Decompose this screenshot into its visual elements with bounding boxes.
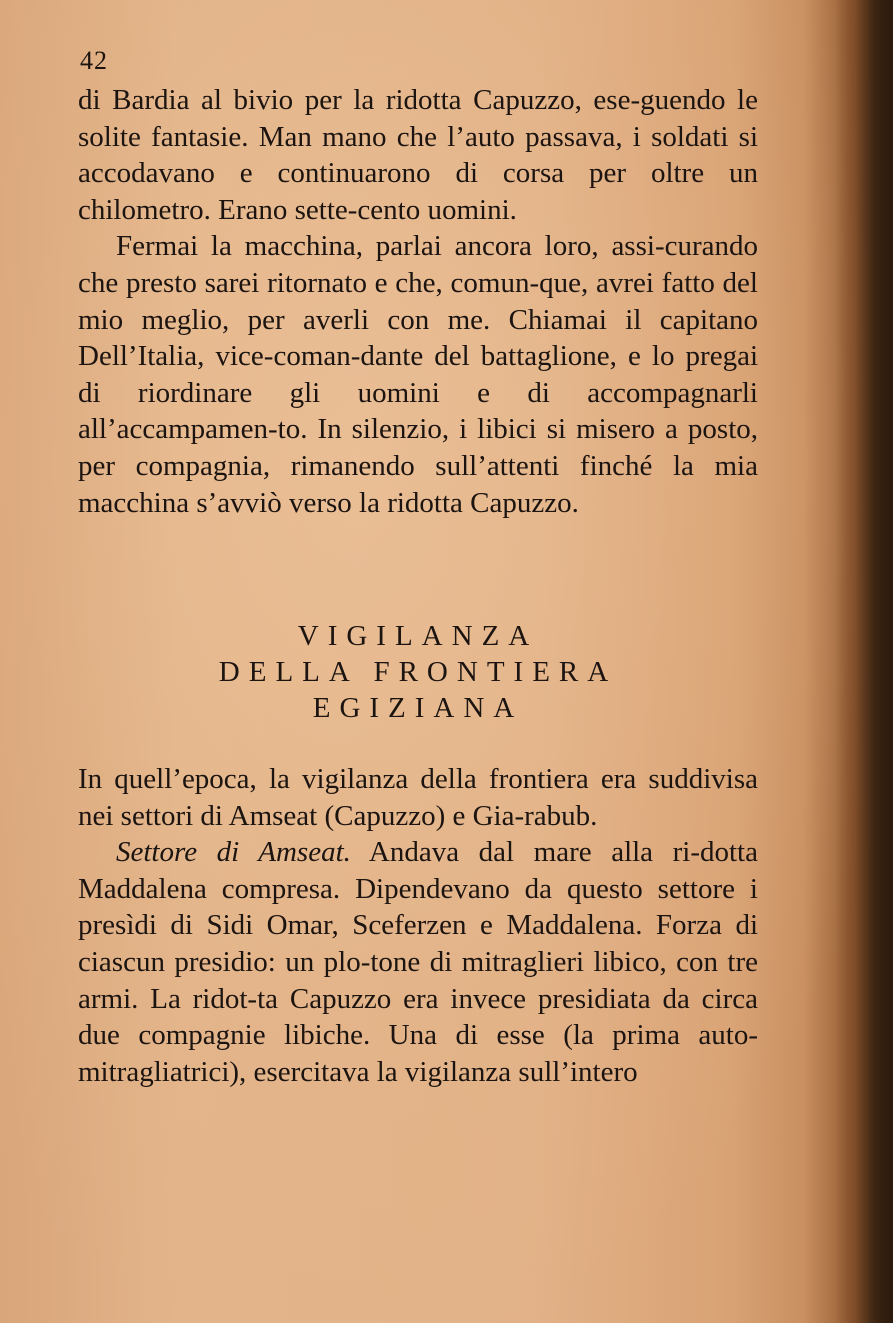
text-section-2 xyxy=(78,761,758,1090)
book-gutter-shadow xyxy=(835,0,893,1323)
paragraph-4-body: Andava dal mare alla ri-dotta Maddalena compresa. Dipendevano da questo settore i presìdi di Sidi Omar, Sceferzen e Maddalena. Forza di ciascun presidio: un plo-tone di mitraglieri libico, con tre armi. La ridot-ta Capuzzo era invece presidiata da circa due compagnie libiche. Una di esse (la prima auto-mitragliatrici), esercitava la vigilanza sull’intero xyxy=(78,836,758,1088)
paragraph-1: di Bardia al bivio per la ridotta Capuzzo, ese-guendo le solite fantasie. Man mano che l’auto passava, i soldati si accodavano e continuarono di corsa per oltre un chilometro. Erano sette-cento uomini. xyxy=(78,84,758,226)
sector-title: Settore di Amseat. xyxy=(116,836,351,869)
text-section-1 xyxy=(78,82,758,521)
page-number: 42 xyxy=(80,46,108,75)
paragraph-2: Fermai la macchina, parlai ancora loro, assi-curando che presto sarei ritornato e che, comun-que, avrei fatto del mio meglio, per averli con me. Chiamai il capitano Dell’Italia, vice-coman-dante del battaglione, e lo pregai di riordinare gli uomini e di accompagnarli all’accampamen-to. In silenzio, i libici si misero a posto, per compagnia, rimanendo sull’attenti finché la mia macchina s’avviò verso la ridotta Capuzzo. xyxy=(78,230,758,519)
paragraph-3: In quell’epoca, la vigilanza della frontiera era suddivisa nei settori di Amseat (Capuzzo) e Gia-rabub. xyxy=(78,763,758,832)
heading-line-3: EGIZIANA xyxy=(312,692,524,724)
heading-line-1: VIGILANZA xyxy=(297,620,539,652)
section-heading xyxy=(78,618,758,726)
heading-line-2: DELLA FRONTIERA xyxy=(218,656,618,688)
paragraph-4 xyxy=(78,834,758,1090)
